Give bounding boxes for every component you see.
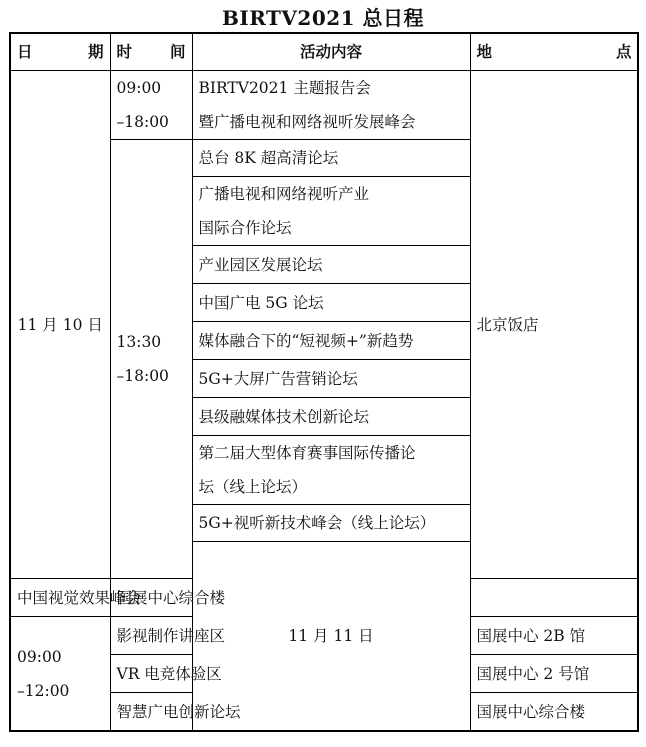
- activity-cell: 中国视觉效果峰会: [10, 579, 110, 617]
- day1-slot2-time: [110, 140, 192, 579]
- activity-cell: 智慧广电创新论坛: [110, 693, 192, 732]
- activity-line: 第二届大型体育赛事国际传播论: [198, 444, 416, 462]
- activity-cell: 媒体融合下的“短视频+”新趋势: [192, 322, 470, 360]
- activity-cell: [192, 177, 470, 246]
- header-place: 地 点: [470, 33, 638, 71]
- time-start: 13:30: [116, 333, 162, 351]
- activity-line: 暨广播电视和网络视听发展峰会: [198, 113, 416, 131]
- activity-cell: 影视制作讲座区: [110, 617, 192, 655]
- time-start: 09:00: [17, 647, 62, 666]
- time-end: –12:00: [17, 681, 70, 700]
- activity-cell: VR 电竞体验区: [110, 655, 192, 693]
- day1-date: 11 月 10 日: [10, 71, 110, 579]
- activity-line: BIRTV2021 主题报告会: [198, 79, 371, 97]
- activity-cell: [192, 71, 470, 140]
- header-activity: 活动内容: [192, 33, 470, 71]
- header-date: 日 期: [10, 33, 110, 71]
- place-cell: 国展中心 2 号馆: [470, 655, 638, 693]
- activity-line: 广播电视和网络视听产业: [198, 185, 370, 203]
- day1-place: 北京饭店: [470, 71, 638, 579]
- time-end: –18:00: [116, 367, 169, 385]
- activity-line: 坛（线上论坛）: [198, 478, 308, 496]
- place-cell: 国展中心综合楼: [470, 693, 638, 732]
- day2-slot2-time: [10, 617, 110, 732]
- time-start: 09:00: [116, 79, 162, 97]
- activity-cell: 总台 8K 超高清论坛: [192, 140, 470, 177]
- activity-cell: [192, 436, 470, 505]
- schedule-table: [9, 32, 639, 732]
- activity-cell: 5G+视听新技术峰会（线上论坛）: [192, 505, 470, 542]
- header-time: 时 间: [110, 33, 192, 71]
- activity-cell: 县级融媒体技术创新论坛: [192, 398, 470, 436]
- place-cell: 国展中心 2B 馆: [470, 617, 638, 655]
- day1-slot1-time: [110, 71, 192, 140]
- time-end: –18:00: [116, 113, 169, 131]
- activity-cell: 产业园区发展论坛: [192, 246, 470, 284]
- table-row: [10, 71, 638, 140]
- header-row: [10, 33, 638, 71]
- activity-line: 国际合作论坛: [198, 219, 292, 237]
- activity-cell: 中国广电 5G 论坛: [192, 284, 470, 322]
- place-cell: 国展中心综合楼: [110, 579, 192, 617]
- day2-date: 11 月 11 日: [192, 542, 470, 732]
- activity-cell: 5G+大屏广告营销论坛: [192, 360, 470, 398]
- page-title: BIRTV2021 总日程: [221, 6, 425, 30]
